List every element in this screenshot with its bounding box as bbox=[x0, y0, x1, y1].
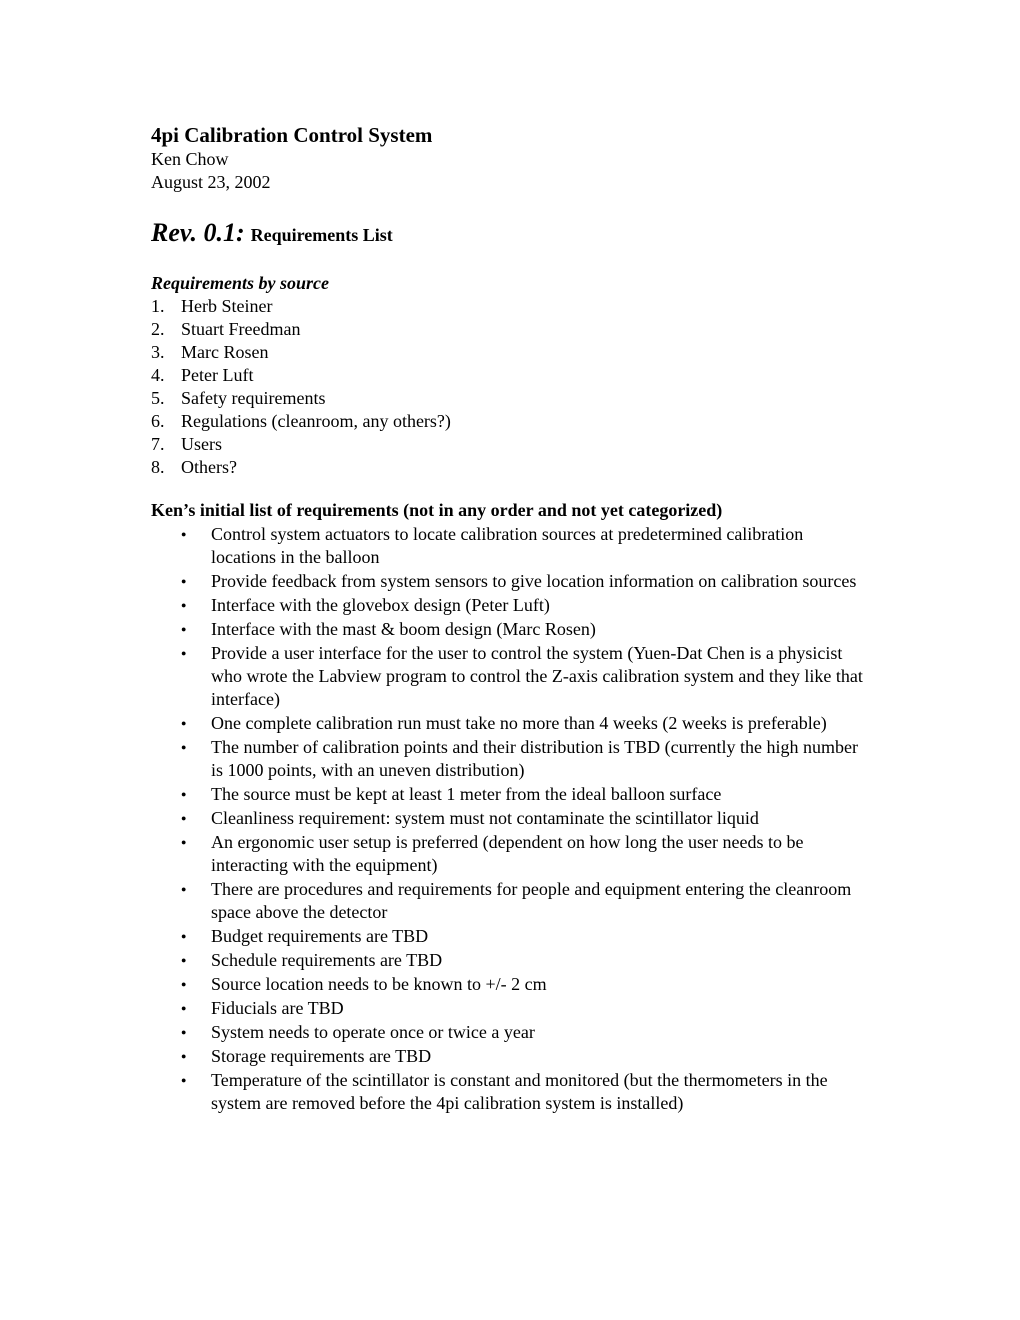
source-item bbox=[151, 295, 871, 318]
item-text: Provide a user interface for the user to control the system (Yuen-Dat Chen is a physicist who wrote the Labview program to control the Z-axis calibration system and they like that interface) bbox=[211, 643, 863, 709]
document-content bbox=[151, 122, 871, 1116]
item-text: Control system actuators to locate calibration sources at predetermined calibration locations in the balloon bbox=[211, 524, 804, 567]
document-title: 4pi Calibration Control System bbox=[151, 123, 433, 147]
requirement-item bbox=[151, 1021, 871, 1044]
item-text: Budget requirements are TBD bbox=[211, 926, 429, 946]
requirement-item bbox=[151, 973, 871, 996]
source-item bbox=[151, 410, 871, 433]
bullet-icon: ● bbox=[181, 979, 187, 989]
requirement-item bbox=[151, 783, 871, 806]
bullet-icon: ● bbox=[181, 600, 187, 610]
item-text: Storage requirements are TBD bbox=[211, 1046, 432, 1066]
requirement-item bbox=[151, 925, 871, 948]
source-item bbox=[151, 387, 871, 410]
source-item bbox=[151, 364, 871, 387]
bullet-icon: ● bbox=[181, 529, 187, 539]
item-text: Users bbox=[181, 434, 222, 454]
item-text: Cleanliness requirement: system must not contaminate the scintillator liquid bbox=[211, 808, 759, 828]
sources-list bbox=[151, 295, 871, 479]
sources-heading: Requirements by source bbox=[151, 273, 329, 293]
requirement-item bbox=[151, 523, 871, 569]
revision-number: Rev. 0.1: bbox=[151, 218, 245, 247]
requirement-item bbox=[151, 618, 871, 641]
revision-heading bbox=[151, 216, 871, 252]
bullet-icon: ● bbox=[181, 955, 187, 965]
bullet-icon: ● bbox=[181, 813, 187, 823]
item-text: Fiducials are TBD bbox=[211, 998, 344, 1018]
item-text: Stuart Freedman bbox=[181, 319, 301, 339]
item-text: One complete calibration run must take no more than 4 weeks (2 weeks is preferable) bbox=[211, 713, 827, 733]
revision-label: Requirements List bbox=[250, 225, 393, 245]
item-number: 2. bbox=[151, 319, 165, 339]
requirement-item bbox=[151, 570, 871, 593]
bullet-icon: ● bbox=[181, 1051, 187, 1061]
item-text: Others? bbox=[181, 457, 237, 477]
item-text: Regulations (cleanroom, any others?) bbox=[181, 411, 451, 431]
bullet-icon: ● bbox=[181, 1027, 187, 1037]
bullet-icon: ● bbox=[181, 1003, 187, 1013]
bullet-icon: ● bbox=[181, 718, 187, 728]
bullet-icon: ● bbox=[181, 789, 187, 799]
bullet-icon: ● bbox=[181, 884, 187, 894]
item-text: Safety requirements bbox=[181, 388, 326, 408]
item-text: Schedule requirements are TBD bbox=[211, 950, 443, 970]
bullet-icon: ● bbox=[181, 648, 187, 658]
requirement-item bbox=[151, 712, 871, 735]
item-text: Herb Steiner bbox=[181, 296, 273, 316]
requirement-item bbox=[151, 1069, 871, 1115]
bullet-icon: ● bbox=[181, 837, 187, 847]
requirement-item bbox=[151, 831, 871, 877]
item-text: Provide feedback from system sensors to give location information on calibration sources bbox=[211, 571, 857, 591]
bullet-icon: ● bbox=[181, 624, 187, 634]
requirement-item bbox=[151, 949, 871, 972]
bullet-icon: ● bbox=[181, 1075, 187, 1085]
requirement-item bbox=[151, 736, 871, 782]
initial-requirements-heading: Ken’s initial list of requirements (not in any order and not yet categorized) bbox=[151, 500, 723, 520]
source-item bbox=[151, 433, 871, 456]
date: August 23, 2002 bbox=[151, 172, 271, 192]
source-item bbox=[151, 341, 871, 364]
source-item bbox=[151, 456, 871, 479]
item-text: An ergonomic user setup is preferred (dependent on how long the user needs to be interacting with the equipment) bbox=[211, 832, 804, 875]
item-text: System needs to operate once or twice a year bbox=[211, 1022, 535, 1042]
item-text: The source must be kept at least 1 meter from the ideal balloon surface bbox=[211, 784, 722, 804]
bullet-icon: ● bbox=[181, 742, 187, 752]
item-number: 7. bbox=[151, 434, 165, 454]
item-text: Interface with the mast & boom design (Marc Rosen) bbox=[211, 619, 596, 639]
item-number: 3. bbox=[151, 342, 165, 362]
item-text: Marc Rosen bbox=[181, 342, 269, 362]
item-text: Temperature of the scintillator is constant and monitored (but the thermometers in the system are removed before the 4pi calibration system is installed) bbox=[211, 1070, 828, 1113]
item-text: The number of calibration points and their distribution is TBD (currently the high number is 1000 points, with an uneven distribution) bbox=[211, 737, 859, 780]
item-text: Interface with the glovebox design (Peter Luft) bbox=[211, 595, 550, 615]
item-text: Peter Luft bbox=[181, 365, 254, 385]
requirements-list bbox=[151, 523, 871, 1115]
requirement-item bbox=[151, 594, 871, 617]
item-text: Source location needs to be known to +/- 2 cm bbox=[211, 974, 547, 994]
item-number: 4. bbox=[151, 365, 165, 385]
requirement-item bbox=[151, 807, 871, 830]
item-number: 8. bbox=[151, 457, 165, 477]
item-number: 5. bbox=[151, 388, 165, 408]
requirement-item bbox=[151, 1045, 871, 1068]
item-number: 6. bbox=[151, 411, 165, 431]
requirement-item bbox=[151, 642, 871, 711]
item-number: 1. bbox=[151, 296, 165, 316]
requirement-item bbox=[151, 878, 871, 924]
bullet-icon: ● bbox=[181, 931, 187, 941]
bullet-icon: ● bbox=[181, 576, 187, 586]
source-item bbox=[151, 318, 871, 341]
requirement-item bbox=[151, 997, 871, 1020]
item-text: There are procedures and requirements for people and equipment entering the cleanroom space above the detector bbox=[211, 879, 852, 922]
author: Ken Chow bbox=[151, 149, 229, 169]
